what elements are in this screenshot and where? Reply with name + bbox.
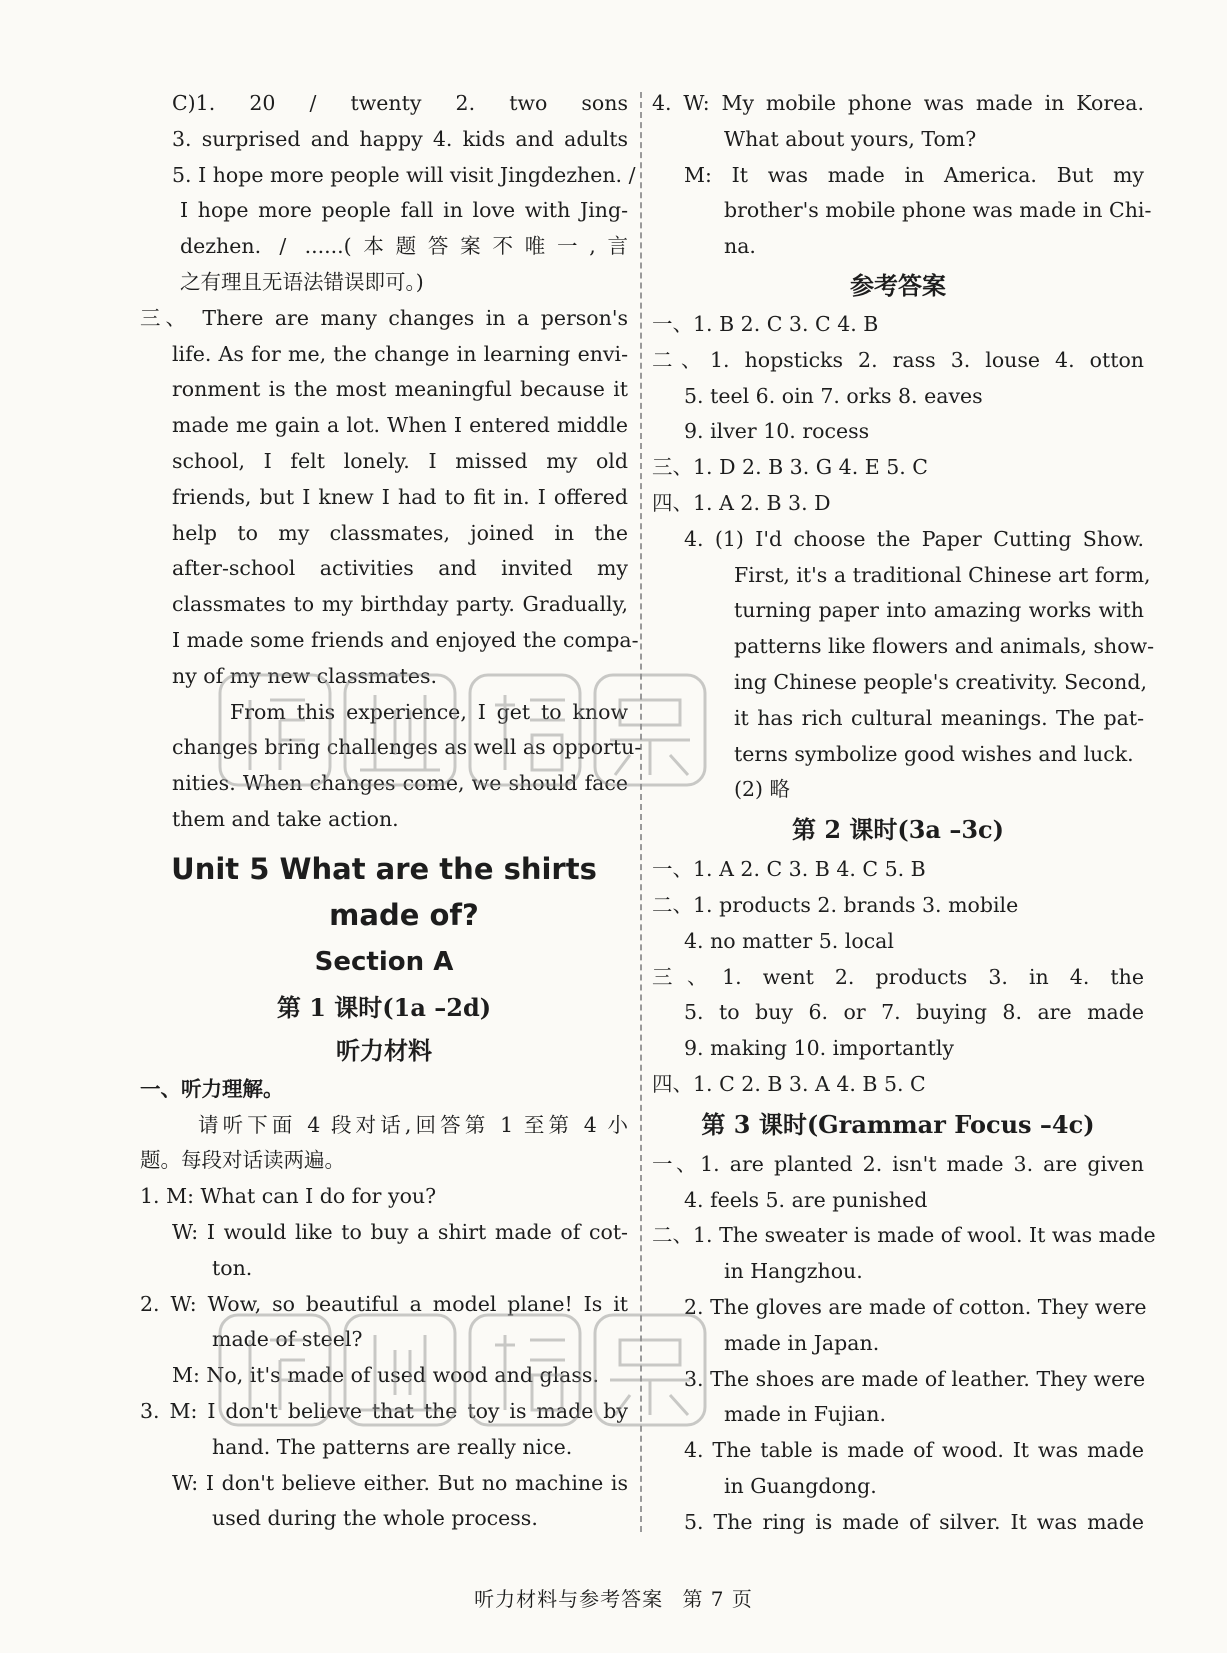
text-line: C)1. 20 / twenty 2. two sons xyxy=(172,91,628,115)
text-line: 3. M: I don't believe that the toy is made by xyxy=(140,1398,628,1423)
text-line: friends, but I knew I had to fit in. I offered xyxy=(172,484,628,509)
answers-block-1 xyxy=(652,307,1155,808)
lesson3-title: 第 3 课时(Grammar Focus –4c) xyxy=(701,1109,1095,1139)
text-line: M: It was made in America. But my xyxy=(684,162,1144,187)
text-line: na. xyxy=(724,234,756,259)
text-line: 3. surprised and happy 4. kids and adults xyxy=(172,126,628,151)
text-line: 4. (1) I'd choose the Paper Cutting Show. xyxy=(684,526,1144,551)
footer-label: 听力材料与参考答案 xyxy=(474,1587,664,1611)
section-title: Section A xyxy=(314,946,454,977)
text-line: 题。每段对话读两遍。 xyxy=(140,1148,345,1173)
text-line: 一、1. B 2. C 3. C 4. B xyxy=(652,311,879,336)
text-line: I hope more people fall in love with Jing- xyxy=(180,198,628,223)
text-line: 5. teel 6. oin 7. orks 8. eaves xyxy=(684,383,983,408)
text-line: 一、1. are planted 2. isn't made 3. are given xyxy=(652,1151,1144,1176)
answers-block-2 xyxy=(652,852,1144,1103)
essay-block xyxy=(140,86,642,838)
text-line: ing Chinese people's creativity. Second, xyxy=(734,669,1147,694)
text-line: 一、听力理解。 xyxy=(140,1076,284,1101)
unit-title-line1: Unit 5 What are the shirts xyxy=(171,851,597,886)
answers-title: 参考答案 xyxy=(850,270,946,300)
text-line: 三、1. D 2. B 3. G 4. E 5. C xyxy=(652,455,928,480)
text-line: 5. to buy 6. or 7. buying 8. are made xyxy=(684,1000,1144,1025)
text-line: 4. feels 5. are punished xyxy=(684,1187,928,1212)
lesson1-title: 第 1 课时(1a –2d) xyxy=(276,992,492,1022)
listening-block xyxy=(140,1072,628,1537)
text-line: 四、1. C 2. B 3. A 4. B 5. C xyxy=(652,1071,926,1096)
text-line: changes bring challenges as well as opportu- xyxy=(172,735,642,760)
unit-title-line2: made of? xyxy=(329,897,479,932)
text-line: dezhen. / ......(本题答案不唯一,言 xyxy=(180,234,628,259)
text-line: 9. making 10. importantly xyxy=(684,1036,954,1061)
page-number: 第 7 页 xyxy=(682,1587,753,1611)
text-line: 四、1. A 2. B 3. D xyxy=(652,490,831,515)
text-line: patterns like flowers and animals, show- xyxy=(734,634,1155,659)
text-line: made of steel? xyxy=(212,1327,363,1352)
text-line: 三、 There are many changes in a person's xyxy=(140,305,628,330)
text-line: ton. xyxy=(212,1255,253,1280)
text-line: 二、1. The sweater is made of wool. It was made xyxy=(652,1223,1156,1248)
text-line: 2. The gloves are made of cotton. They were xyxy=(684,1294,1147,1319)
lesson2-title: 第 2 课时(3a –3c) xyxy=(791,815,1005,845)
text-line: made in Japan. xyxy=(724,1330,880,1355)
text-line: made in Fujian. xyxy=(724,1402,886,1427)
right-column xyxy=(652,86,1156,1540)
text-line: (2) 略 xyxy=(734,777,791,802)
text-line: brother's mobile phone was made in Chi- xyxy=(724,198,1152,223)
text-line: From this experience, I get to know xyxy=(230,699,628,724)
listening-title: 听力材料 xyxy=(336,1035,432,1065)
text-line: W: I would like to buy a shirt made of cot- xyxy=(172,1219,628,1244)
text-line: I made some friends and enjoyed the compa- xyxy=(172,627,639,652)
text-line: classmates to my birthday party. Gradually, xyxy=(172,592,628,617)
text-line: 5. I hope more people will visit Jingdezhen. / xyxy=(172,162,636,187)
unit-title xyxy=(140,846,628,938)
text-line: 1. M: What can I do for you? xyxy=(140,1184,437,1209)
text-line: them and take action. xyxy=(172,806,399,831)
text-line: 9. ilver 10. rocess xyxy=(684,419,870,444)
answers-block-3 xyxy=(652,1147,1156,1541)
text-line: First, it's a traditional Chinese art form, xyxy=(734,562,1151,587)
text-line: hand. The patterns are really nice. xyxy=(212,1434,573,1459)
text-line: 4. no matter 5. local xyxy=(684,928,894,953)
column-divider xyxy=(640,92,642,1532)
text-line: school, I felt lonely. I missed my old xyxy=(172,448,628,473)
text-line: used during the whole process. xyxy=(212,1506,538,1531)
text-line: 三、1. went 2. products 3. in 4. the xyxy=(652,964,1144,989)
text-line: terns symbolize good wishes and luck. xyxy=(734,741,1134,766)
text-line: M: No, it's made of used wood and glass. xyxy=(172,1363,599,1388)
text-line: life. As for me, the change in learning envi- xyxy=(172,341,628,366)
text-line: W: I don't believe either. But no machine is xyxy=(172,1470,628,1495)
text-line: ny of my new classmates. xyxy=(172,663,438,688)
text-line: 二、1. products 2. brands 3. mobile xyxy=(652,892,1019,917)
text-line: 之有理且无语法错误即可。) xyxy=(180,269,424,294)
dialogue-block xyxy=(652,86,1152,265)
text-line: What about yours, Tom? xyxy=(724,126,977,151)
text-line: 4. W: My mobile phone was made in Korea. xyxy=(652,91,1144,115)
text-line: made me gain a lot. When I entered middle xyxy=(172,413,628,438)
left-column xyxy=(140,86,642,1537)
text-line: help to my classmates, joined in the xyxy=(172,520,628,545)
text-line: 二、1. hopsticks 2. rass 3. louse 4. otton xyxy=(652,347,1144,372)
text-line: turning paper into amazing works with xyxy=(734,598,1144,623)
text-line: 一、1. A 2. C 3. B 4. C 5. B xyxy=(652,857,926,882)
text-line: 4. The table is made of wood. It was made xyxy=(684,1438,1144,1463)
text-line: in Hangzhou. xyxy=(724,1259,863,1284)
text-line: nities. When changes come, we should face xyxy=(172,771,628,796)
text-line: ronment is the most meaningful because it xyxy=(172,377,628,402)
text-line: it has rich cultural meanings. The pat- xyxy=(734,705,1144,730)
text-line: after-school activities and invited my xyxy=(172,556,628,581)
text-line: 5. The ring is made of silver. It was made xyxy=(684,1509,1144,1534)
page-footer xyxy=(0,1583,1227,1612)
text-line: 2. W: Wow, so beautiful a model plane! Is it xyxy=(140,1291,628,1316)
text-line: 3. The shoes are made of leather. They were xyxy=(684,1366,1146,1391)
text-line: 请听下面 4 段对话,回答第 1 至第 4 小 xyxy=(198,1112,628,1137)
text-line: in Guangdong. xyxy=(724,1473,877,1498)
